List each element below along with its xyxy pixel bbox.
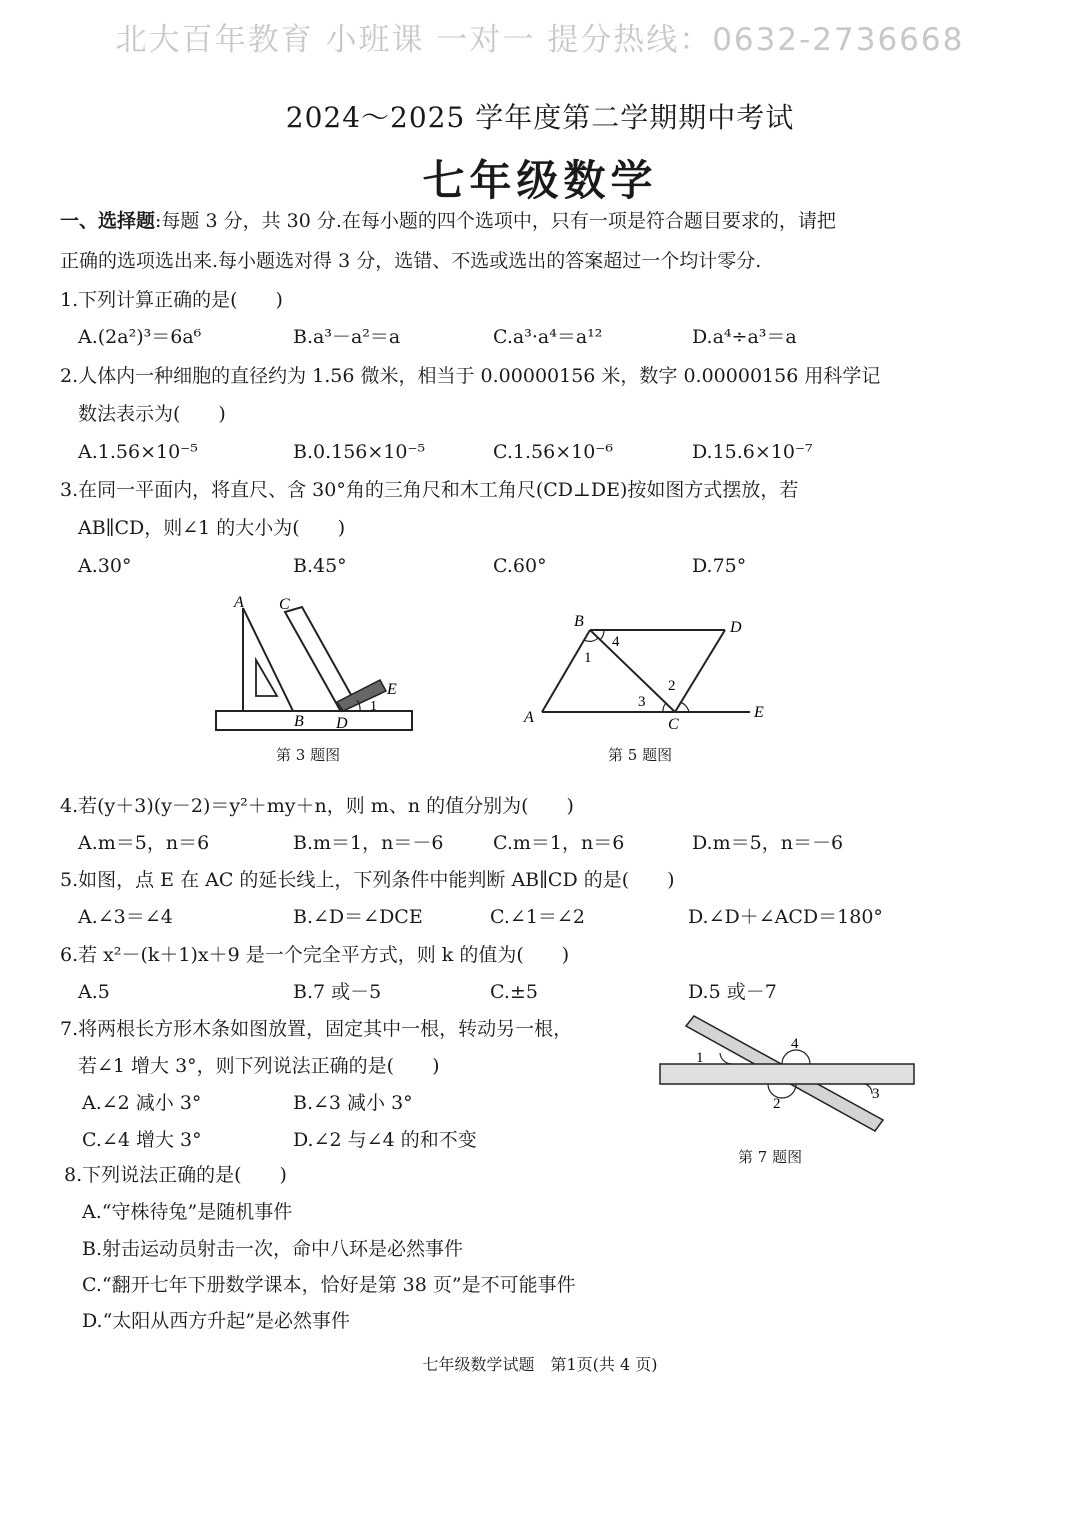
q4-option-d: D.m＝5，n＝－6 (692, 832, 844, 854)
q6-option-c: C.±5 (490, 981, 538, 1003)
q2-option-d: D.15.6×10⁻⁷ (692, 441, 813, 463)
q3-option-d: D.75° (692, 555, 747, 577)
fig7-label-3: 3 (872, 1086, 880, 1102)
q8-option-a: A.“守株待兔”是随机事件 (82, 1201, 293, 1223)
fig5-label-b: B (574, 613, 584, 630)
q8-option-d: D.“太阳从西方升起”是必然事件 (82, 1310, 351, 1332)
angle-4-arc (782, 1050, 810, 1064)
line-bc (590, 630, 675, 712)
angle-4-arc (600, 630, 604, 640)
q2-option-b: B.0.156×10⁻⁵ (293, 441, 426, 463)
watermark: 北大百年教育 小班课 一对一 提分热线：0632-2736668 (115, 22, 965, 58)
q3-option-c: C.60° (493, 555, 547, 577)
q4-option-b: B.m＝1，n＝－6 (293, 832, 444, 854)
fig3-caption: 第 3 题图 (276, 746, 341, 764)
q6-option-d: D.5 或－7 (688, 981, 777, 1003)
q7-option-a: A.∠2 减小 3° (82, 1092, 202, 1114)
q7-option-d: D.∠2 与∠4 的和不变 (293, 1129, 477, 1151)
fig5-label-a: A (524, 709, 534, 726)
q2-stem-line1: 2.人体内一种细胞的直径约为 1.56 微米，相当于 0.00000156 米，数字 0.00000156 用科学记 (60, 365, 881, 387)
q3-option-a: A.30° (78, 555, 132, 577)
fig7-label-4: 4 (791, 1036, 799, 1052)
q1-stem: 1.下列计算正确的是( ) (60, 289, 283, 311)
fig5-caption: 第 5 题图 (608, 746, 673, 764)
angle-3-arc (663, 703, 666, 712)
fig3-label-c: C (279, 596, 290, 613)
q4-option-a: A.m＝5，n＝6 (78, 832, 210, 854)
q5-option-b: B.∠D＝∠DCE (293, 906, 423, 928)
q3-stem-line2: AB∥CD，则∠1 的大小为( ) (78, 517, 346, 539)
q3-stem-line1: 3.在同一平面内，将直尺、含 30°角的三角尺和木工角尺(CD⊥DE)按如图方式摆放，若 (60, 479, 799, 501)
line-ab (542, 630, 590, 712)
fig5-label-c: C (668, 716, 679, 733)
q4-stem: 4.若(y＋3)(y－2)＝y²＋my＋n，则 m、n 的值分别为( ) (60, 795, 574, 817)
exam-title: 2024～2025 学年度第二学期期中考试 (285, 101, 795, 134)
fig5-label-4: 4 (612, 634, 620, 650)
q6-option-a: A.5 (78, 981, 110, 1003)
q6-option-b: B.7 或－5 (293, 981, 382, 1003)
angle-3-arc (865, 1084, 872, 1094)
fig5-label-e: E (754, 704, 764, 721)
q7-stem-line1: 7.将两根长方形木条如图放置，固定其中一根，转动另一根， (60, 1018, 573, 1040)
fig5-label-2: 2 (668, 678, 676, 694)
figure-3 (200, 590, 430, 740)
q5-option-c: C.∠1＝∠2 (490, 906, 585, 928)
fig5-label-1: 1 (584, 650, 592, 666)
q1-option-c: C.a³·a⁴＝a¹² (493, 326, 603, 348)
q6-stem: 6.若 x²－(k＋1)x＋9 是一个完全平方式，则 k 的值为( ) (60, 944, 570, 966)
page-footer: 七年级数学试题 第1页(共 4 页) (422, 1355, 658, 1374)
straight-edge (285, 607, 355, 710)
q2-option-c: C.1.56×10⁻⁶ (493, 441, 613, 463)
q8-stem: 8.下列说法正确的是( ) (64, 1164, 287, 1186)
section-desc-1: :每题 3 分，共 30 分.在每小题的四个选项中，只有一项是符合题目要求的，请把 (155, 210, 836, 232)
ruler (216, 711, 412, 730)
fig5-label-3: 3 (638, 694, 646, 710)
section-instructions-line1 (60, 210, 836, 233)
fig7-caption: 第 7 题图 (738, 1148, 803, 1166)
q1-option-a: A.(2a²)³＝6a⁶ (78, 326, 202, 348)
fig5-label-d: D (730, 619, 742, 636)
fig3-label-b: B (294, 713, 304, 730)
q7-stem-line2: 若∠1 增大 3°，则下列说法正确的是( ) (78, 1055, 440, 1077)
q5-stem: 5.如图，点 E 在 AC 的延长线上，下列条件中能判断 AB∥CD 的是( ) (60, 869, 675, 891)
q7-option-b: B.∠3 减小 3° (293, 1092, 413, 1114)
section-instructions-line2: 正确的选项选出来.每小题选对得 3 分，选错、不选或选出的答案超过一个均计零分. (60, 250, 762, 272)
line-cd (675, 630, 725, 712)
q5-option-a: A.∠3＝∠4 (78, 906, 173, 928)
q1-option-d: D.a⁴÷a³＝a (692, 326, 797, 348)
figure-5 (520, 605, 770, 735)
figure-7 (650, 1010, 920, 1140)
fig3-label-e: E (387, 681, 397, 698)
fig7-label-1: 1 (696, 1050, 704, 1066)
q5-option-d: D.∠D＋∠ACD＝180° (688, 906, 883, 928)
section-heading: 一、选择题 (60, 210, 156, 232)
set-square-hole (256, 660, 277, 696)
subject-title: 七年级数学 (422, 156, 658, 205)
fig7-label-2: 2 (773, 1096, 781, 1112)
q2-stem-line2: 数法表示为( ) (78, 403, 226, 425)
q8-option-b: B.射击运动员射击一次，命中八环是必然事件 (82, 1238, 464, 1260)
fig3-label-d: D (336, 715, 348, 732)
angle-1-arc (720, 1053, 732, 1064)
fig3-label-a: A (234, 594, 244, 611)
q8-option-c: C.“翻开七年下册数学课本，恰好是第 38 页”是不可能事件 (82, 1274, 576, 1296)
fixed-strip (660, 1064, 914, 1084)
q3-option-b: B.45° (293, 555, 347, 577)
q1-option-b: B.a³－a²＝a (293, 326, 401, 348)
fig3-label-1: 1 (370, 699, 377, 714)
q7-option-c: C.∠4 增大 3° (82, 1129, 202, 1151)
q2-option-a: A.1.56×10⁻⁵ (78, 441, 198, 463)
q4-option-c: C.m＝1，n＝6 (493, 832, 625, 854)
